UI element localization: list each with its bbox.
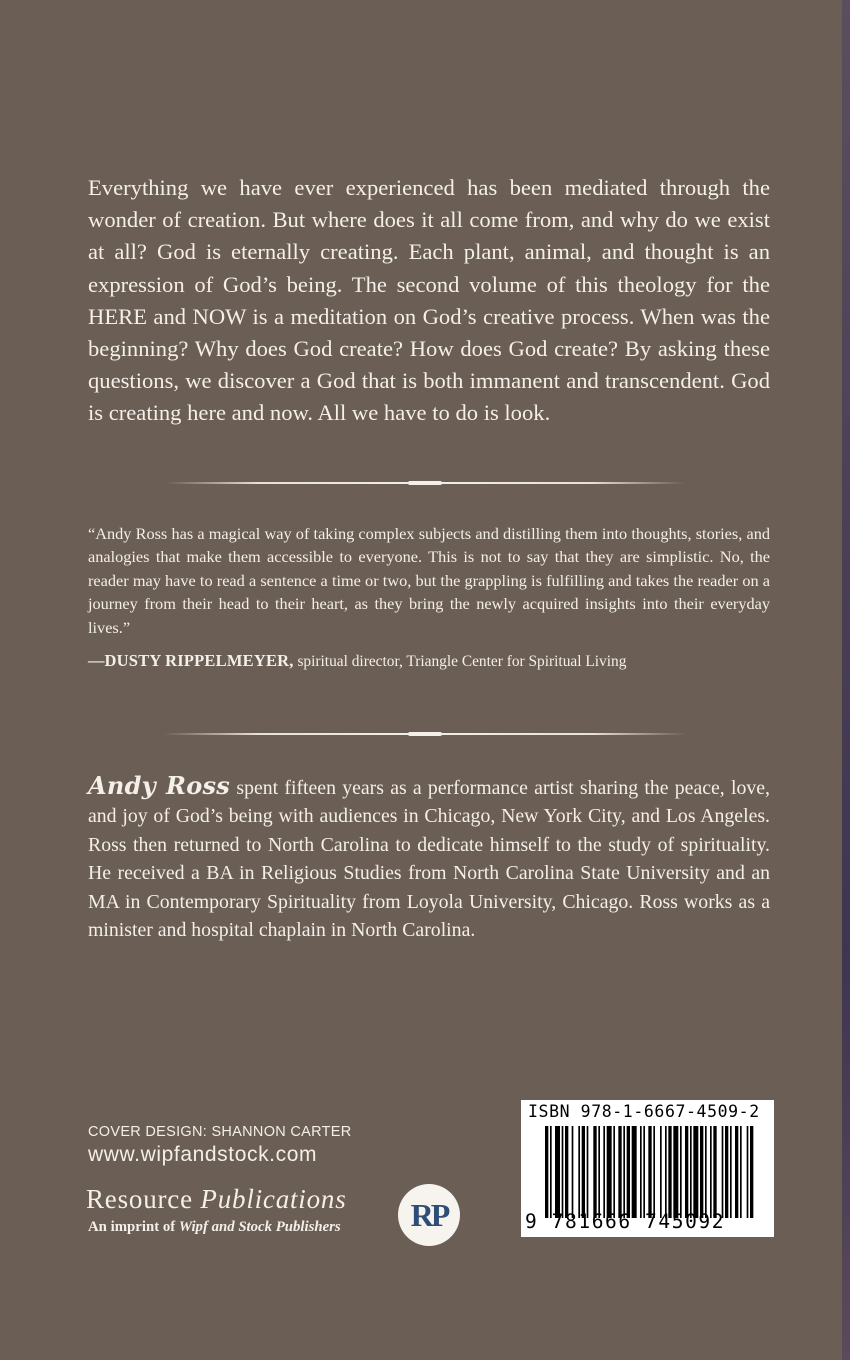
barcode-bar xyxy=(555,1126,560,1218)
author-bio-text: spent fifteen years as a performance artist sharing the peace, love, and joy of God’s being with audiences in Chicago, New York City, and Los Angeles. Ross then returned to North Carolina to dedicate himself to the study of spirituality. He received a BA in Religious Studies from North Carolina State University and an MA in Contemporary Spirituality from Loyola University, Chicago. Ross works as a minister and hospital chaplain in North Carolina. xyxy=(88,777,770,942)
isbn-label: ISBN 978-1-6667-4509-2 xyxy=(528,1102,760,1121)
publisher-logo xyxy=(398,1184,460,1246)
endorsement-attribution xyxy=(88,650,788,673)
barcode-bar xyxy=(750,1126,753,1218)
barcode-bar xyxy=(680,1126,682,1218)
book-description: Everything we have ever experienced has been mediated through the wonder of creation. But where does it all come from, and why do we exist at all? God is eternally creating. Each plant, animal, and thought is an expression of God’s being. The second volume of this theology for the HERE and NOW is a meditation on God’s creative process. When was the beginning? Why does God create? How does God create? By asking these questions, we discover a God that is both immanent and transcendent. God is creating here and now. All we have to do is look. xyxy=(88,175,770,426)
publisher-website: www.wipfandstock.com xyxy=(88,1143,318,1166)
barcode-bar xyxy=(565,1126,568,1218)
barcode-bar xyxy=(653,1126,655,1218)
imprint-publisher: Wipf and Stock Publishers xyxy=(178,1219,341,1235)
barcode-bar xyxy=(693,1126,698,1218)
barcode-bar xyxy=(618,1126,621,1218)
barcode-bar xyxy=(550,1126,552,1218)
barcode-bar xyxy=(562,1126,564,1218)
endorser-name: DUSTY RIPPELMEYER, xyxy=(104,651,294,670)
barcode-bar xyxy=(613,1126,615,1218)
spine-edge xyxy=(842,0,850,1360)
endorser-role: spiritual director, Triangle Center for Spiritual Living xyxy=(293,653,627,670)
author-name: Andy Ross xyxy=(88,771,231,800)
barcode-bar xyxy=(582,1126,585,1218)
barcode-bar xyxy=(700,1126,703,1218)
barcode-bar xyxy=(640,1126,642,1218)
barcode-bar xyxy=(572,1126,574,1218)
barcode-bar xyxy=(722,1126,724,1218)
barcode-bar xyxy=(627,1126,630,1218)
barcode-bar xyxy=(710,1126,712,1218)
publisher-name xyxy=(86,1183,347,1215)
barcode-bar xyxy=(578,1126,580,1218)
author-bio xyxy=(88,772,770,944)
barcode-bar xyxy=(685,1126,688,1218)
ornamental-divider xyxy=(165,482,685,484)
barcode-bar xyxy=(587,1126,589,1218)
barcode-bar xyxy=(725,1126,728,1218)
barcode-bar xyxy=(623,1126,625,1218)
barcode-bar xyxy=(665,1126,667,1218)
barcode-bar xyxy=(740,1126,742,1218)
publisher-name-italic: Publications xyxy=(200,1184,347,1214)
barcode-bar xyxy=(668,1126,671,1218)
publisher-logo-text: RP xyxy=(410,1196,448,1233)
barcode-bar xyxy=(598,1126,600,1218)
imprint-prefix: An imprint of xyxy=(88,1219,179,1235)
barcode-bars xyxy=(545,1126,755,1218)
cover-design-credit: COVER DESIGN: SHANNON CARTER xyxy=(88,1124,352,1140)
barcode-bar xyxy=(593,1126,596,1218)
barcode-bar xyxy=(673,1126,678,1218)
attribution-dash: — xyxy=(88,651,105,670)
barcode-bar xyxy=(607,1126,612,1218)
barcode-bar xyxy=(545,1126,548,1218)
endorsement-quote: “Andy Ross has a magical way of taking complex subjects and distilling them into thoughts, stories, and analogies that make them accessible to everyone. This is not to say that they are simplistic. No, the reader may have to read a sentence a time or two, but the grappling is fulfilling and takes the reader on a journey from their head to their heart, as they bring the newly acquired insights into their everyday lives.” xyxy=(88,524,770,637)
imprint-line xyxy=(88,1219,341,1236)
barcode-bar xyxy=(735,1126,738,1218)
barcode-bar xyxy=(713,1126,716,1218)
ornamental-divider xyxy=(163,733,687,735)
barcode-bar xyxy=(632,1126,637,1218)
barcode-digits: 9 781666 745092 xyxy=(525,1210,726,1233)
barcode-bar xyxy=(643,1126,645,1218)
barcode-bar xyxy=(730,1126,732,1218)
barcode-bar xyxy=(603,1126,605,1218)
barcode-bar xyxy=(690,1126,692,1218)
barcode-bar xyxy=(660,1126,662,1218)
barcode-bar xyxy=(648,1126,651,1218)
publisher-name-main: Resource xyxy=(86,1184,201,1214)
barcode-bar xyxy=(747,1126,749,1218)
barcode-bar xyxy=(705,1126,707,1218)
isbn-barcode xyxy=(521,1100,774,1237)
